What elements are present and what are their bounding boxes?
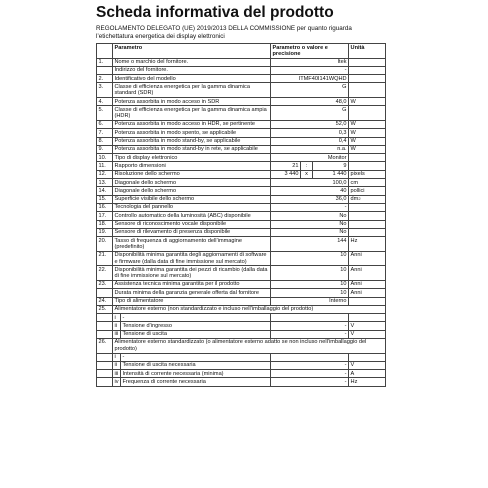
table-row (97, 251, 386, 266)
row-number: 3. (97, 83, 113, 98)
row-value: 10 (271, 280, 349, 288)
row-number (97, 289, 113, 297)
row-number (97, 66, 113, 74)
row-number: 22. (97, 266, 113, 281)
table-row (97, 195, 386, 203)
table-row (97, 212, 386, 220)
row-sub-index: iv (114, 378, 119, 385)
row-unit (349, 154, 386, 162)
table-row (97, 220, 386, 228)
row-number: 9. (97, 145, 113, 153)
row-value: 0,4 (271, 137, 349, 145)
row-unit: pixels (349, 170, 386, 178)
row-sub-index: i (113, 353, 121, 361)
row-number: 21. (97, 251, 113, 266)
superscript: 2 (358, 196, 361, 202)
row-label: Tipo di display elettronico (113, 154, 271, 162)
row-unit (349, 314, 386, 322)
row-value: - (271, 322, 349, 330)
row-unit: W (349, 145, 386, 153)
row-number (97, 330, 113, 338)
row-label: Intensità di corrente necessaria (minima) (121, 370, 271, 378)
row-unit: Anni (349, 251, 386, 266)
row-number (97, 370, 113, 378)
row-unit: pollici (349, 187, 386, 195)
row-number (97, 353, 113, 361)
row-value: ITMF40I141WQHD (271, 75, 349, 83)
row-value: - (271, 361, 349, 369)
row-unit (349, 106, 386, 121)
row-number: 14. (97, 187, 113, 195)
row-number (97, 378, 113, 386)
table-row (97, 353, 386, 361)
row-label: Tensione d’ingresso (121, 322, 271, 330)
row-label: - (121, 314, 271, 322)
table-row (97, 170, 386, 178)
row-unit (349, 203, 386, 211)
row-number: 19. (97, 228, 113, 236)
table-row (97, 162, 386, 170)
row-label: Diagonale dello schermo (113, 187, 271, 195)
row-value: 10 (271, 251, 349, 266)
row-value: - (271, 330, 349, 338)
row-sub-index: i (113, 314, 121, 322)
row-value: 48,0 (271, 98, 349, 106)
table-row (97, 297, 386, 305)
row-value (271, 353, 349, 361)
row-unit (349, 353, 386, 361)
header-number (97, 44, 113, 59)
row-label: Disponibilità minima garantita dei pezzi di ricambio (dalla data di fine immissione sul mercato) (113, 266, 271, 281)
row-number: 18. (97, 220, 113, 228)
row-number (97, 361, 113, 369)
row-label: Risoluzione dello schermo (113, 170, 271, 178)
page-title: Scheda informativa del prodotto (96, 4, 334, 21)
table-row (97, 322, 386, 330)
row-unit: V (349, 361, 386, 369)
row-unit: Hz (349, 237, 386, 252)
row-unit: W (349, 137, 386, 145)
row-number: 20. (97, 237, 113, 252)
row-label: Potenza assorbita in modo spento, se applicabile (113, 129, 271, 137)
row-number: 5. (97, 106, 113, 121)
row-number: 4. (97, 98, 113, 106)
table-row (97, 179, 386, 187)
table-row (97, 280, 386, 288)
table-row (97, 66, 386, 74)
table-row (97, 305, 386, 313)
row-unit: V (349, 330, 386, 338)
row-label: Diagonale dello schermo (113, 179, 271, 187)
row-number: 2. (97, 75, 113, 83)
row-label: Assistenza tecnica minima garantita per il prodotto (113, 280, 271, 288)
row-label: Durata minima della garanzia generale offerta dal fornitore (113, 289, 271, 297)
header-value: Parametro o valore e precisione (271, 44, 349, 59)
row-value: 52,0 (271, 120, 349, 128)
row-unit: A (349, 370, 386, 378)
row-label: Controllo automatico della luminosità (ABC) disponibile (113, 212, 271, 220)
row-number: 17. (97, 212, 113, 220)
row-unit (349, 228, 386, 236)
table-header-row (97, 44, 386, 59)
row-unit: Anni (349, 289, 386, 297)
row-unit: cm (349, 179, 386, 187)
row-sub-index: ii (113, 322, 121, 330)
table-row (97, 338, 386, 353)
row-value-sep: : (301, 162, 313, 170)
row-number (97, 314, 113, 322)
row-value: 144 (271, 237, 349, 252)
header-unit: Unità (349, 44, 386, 59)
row-value: - (271, 370, 349, 378)
row-label: Alimentatore esterno (non standardizzato e incluso nell’imballaggio del prodotto) (113, 305, 386, 313)
row-label: Alimentatore esterno standardizzato (o alimentatore esterno adatto se non incluso nell’imballaggio del prodotto) (113, 338, 386, 353)
table-row (97, 154, 386, 162)
row-value: No (271, 220, 349, 228)
row-unit: Anni (349, 266, 386, 281)
row-value: - (271, 378, 349, 386)
row-unit: W (349, 98, 386, 106)
table-row (97, 98, 386, 106)
row-number: 26. (97, 338, 113, 353)
row-label: Potenza assorbita in modo stand-by in rete, se applicabile (113, 145, 271, 153)
row-value: 0,3 (271, 129, 349, 137)
row-number: 10. (97, 154, 113, 162)
row-unit (349, 162, 386, 170)
row-sub-index: iii (113, 330, 121, 338)
row-sub-index: iii (113, 370, 121, 378)
header-parameter: Parametro (113, 44, 271, 59)
table-row (97, 378, 386, 386)
row-label: Frequenza di corrente necessaria (121, 378, 271, 386)
table-row (97, 314, 386, 322)
row-number: 11. (97, 162, 113, 170)
table-row (97, 75, 386, 83)
row-value: Monitor (271, 154, 349, 162)
table-row (97, 370, 386, 378)
row-value: 10 (271, 266, 349, 281)
table-row (97, 203, 386, 211)
subtitle-line-2: l’etichettatura energetica dei display elettronici (96, 32, 225, 40)
table-row (97, 187, 386, 195)
row-label: Classe di efficienza energetica per la gamma dinamica ampia (HDR) (113, 106, 271, 121)
table-row (97, 106, 386, 121)
row-value: - (271, 203, 349, 211)
row-unit: W (349, 129, 386, 137)
row-value: 100,0 (271, 179, 349, 187)
row-label: Tecnologia del pannello (113, 203, 271, 211)
row-value: 40 (271, 187, 349, 195)
row-value: No (271, 228, 349, 236)
row-label: Disponibilità minima garantita degli aggiornamenti di software e firmware (dalla data di fine immissione sul mercato) (113, 251, 271, 266)
row-value-left: 3 440 (271, 170, 301, 178)
row-value-right: 9 (313, 162, 349, 170)
row-unit (349, 297, 386, 305)
row-value: 10 (271, 289, 349, 297)
row-label: Tasso di frequenza di aggiornamento dell’immagine (predefinito) (113, 237, 271, 252)
row-label: Tensione di uscita necessaria (121, 361, 271, 369)
table-row (97, 289, 386, 297)
subtitle-line-1: REGOLAMENTO DELEGATO (UE) 2019/2013 DELLA COMMISSIONE per quanto riguarda (96, 25, 352, 32)
row-label: Superficie visibile dello schermo (113, 195, 271, 203)
table-row (97, 83, 386, 98)
row-number: 8. (97, 137, 113, 145)
row-number: 7. (97, 129, 113, 137)
row-label: Potenza assorbita in modo acceso in HDR, se pertinente (113, 120, 271, 128)
row-value-sep: x (301, 170, 313, 178)
row-unit (349, 212, 386, 220)
row-number: 24. (97, 297, 113, 305)
row-value: Interno (271, 297, 349, 305)
row-label: Indirizzo del fornitore. (113, 66, 271, 74)
row-number: 15. (97, 195, 113, 203)
table-row (97, 137, 386, 145)
row-value: 36,0 (271, 195, 349, 203)
specification-table (96, 43, 386, 387)
row-unit (349, 75, 386, 83)
row-value: - (271, 66, 349, 74)
row-label: Sensore di riconoscimento vocale disponibile (113, 220, 271, 228)
row-value: G (271, 83, 349, 98)
row-number (97, 322, 113, 330)
row-value-left: 21 (271, 162, 301, 170)
table-row (97, 237, 386, 252)
row-label: Potenza assorbita in modo stand-by, se applicabile (113, 137, 271, 145)
row-sub-index: ii (113, 361, 121, 369)
row-value: Itek (271, 58, 349, 66)
row-label: Identificativo del modello (113, 75, 271, 83)
row-value-right: 1 440 (313, 170, 349, 178)
row-label: - (121, 353, 271, 361)
row-number: 6. (97, 120, 113, 128)
row-label: Rapporto dimensioni (113, 162, 271, 170)
row-unit (349, 220, 386, 228)
row-label: Nome o marchio del fornitore. (113, 58, 271, 66)
row-unit (349, 83, 386, 98)
table-body (97, 58, 386, 386)
row-number: 1. (97, 58, 113, 66)
table-row (97, 145, 386, 153)
row-unit: $dm^2$ (349, 195, 386, 203)
table-row (97, 129, 386, 137)
table-row (97, 120, 386, 128)
regulation-subtitle (96, 25, 352, 40)
row-label: Potenza assorbita in modo acceso in SDR (113, 98, 271, 106)
row-value: n.a. (271, 145, 349, 153)
row-value (271, 314, 349, 322)
row-label: Classe di efficienza energetica per la gamma dinamica standard (SDR) (113, 83, 271, 98)
table-row (97, 266, 386, 281)
row-value: G (271, 106, 349, 121)
table-row (97, 361, 386, 369)
row-number: 12. (97, 170, 113, 178)
row-number: 16. (97, 203, 113, 211)
table-row (97, 228, 386, 236)
row-unit: Anni (349, 280, 386, 288)
row-number: 13. (97, 179, 113, 187)
table-row (97, 330, 386, 338)
table-row (97, 58, 386, 66)
row-value: No (271, 212, 349, 220)
row-number: 23. (97, 280, 113, 288)
row-label: Tipo di alimentatore (113, 297, 271, 305)
row-number: 25. (97, 305, 113, 313)
row-unit (349, 58, 386, 66)
row-unit: W (349, 120, 386, 128)
row-unit: Hz (349, 378, 386, 386)
row-unit: V (349, 322, 386, 330)
row-label: Tensione di uscita (121, 330, 271, 338)
row-label: Sensore di rilevamento di presenza disponibile (113, 228, 271, 236)
row-unit (349, 66, 386, 74)
